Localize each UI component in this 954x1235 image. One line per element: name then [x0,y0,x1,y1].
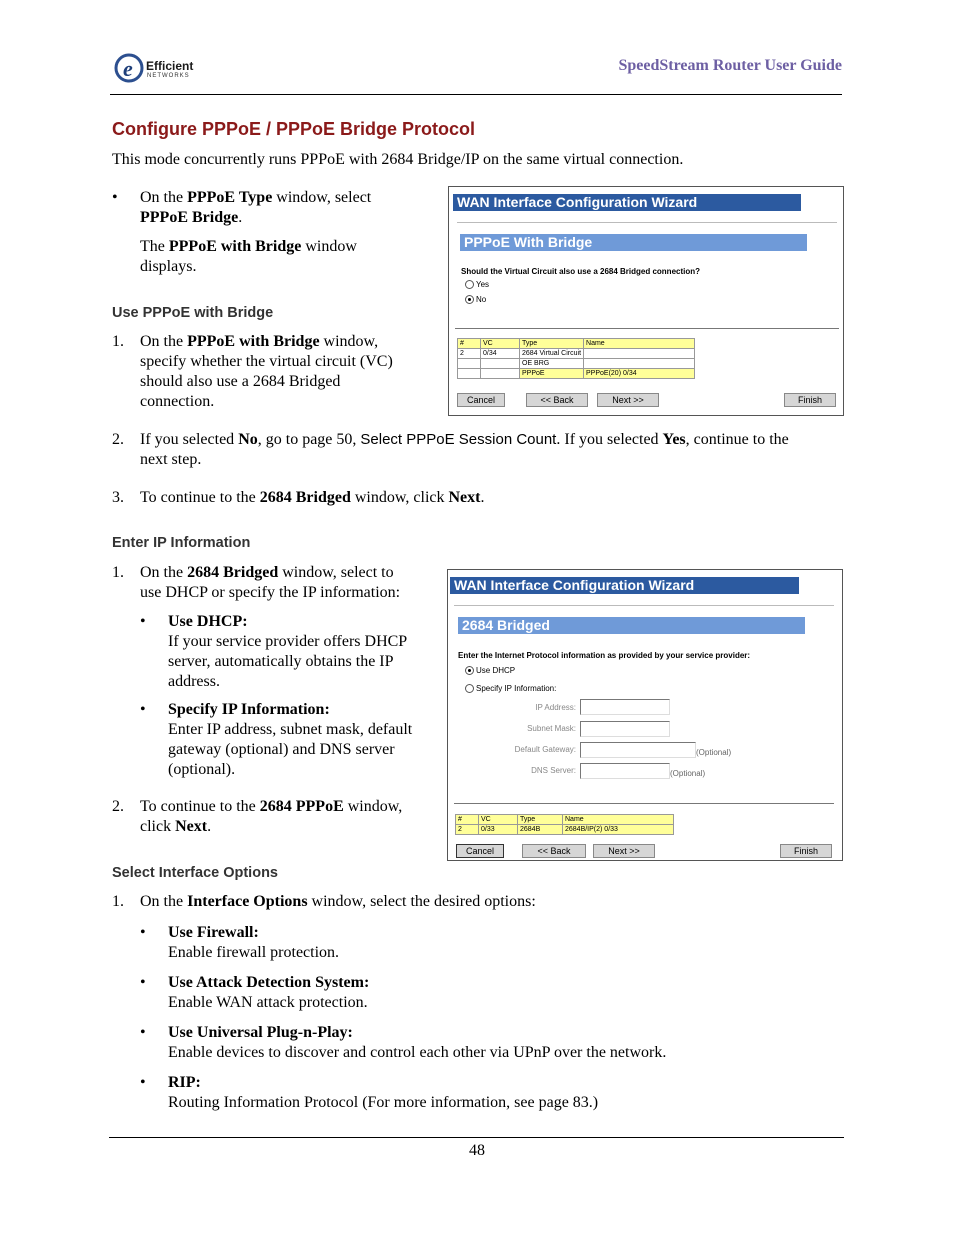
bullet-dot: • [140,1024,146,1041]
bridge-question: Should the Virtual Circuit also use a 2684 Bridged connection? [461,267,701,276]
subsection-interface-options: Select Interface Options [112,865,278,881]
bullet-dot: • [140,613,146,630]
bullet-specify-ip: Specify IP Information: Enter IP address, subnet mask, default gateway (optional) and DNS server (optional). [168,701,413,778]
radio-no[interactable]: No [465,295,486,304]
logo-sub: NETWORKS [147,73,190,79]
wizard-title: WAN Interface Configuration Wizard [453,194,801,211]
wizard-pppoe-with-bridge [448,186,844,416]
finish-button[interactable]: Finish [784,393,836,407]
logo-word: Efficient [146,59,194,73]
bullet-dot: • [112,189,118,206]
back-button[interactable]: << Back [526,393,588,407]
bullet-attack-detection: Use Attack Detection System: Enable WAN attack protection. [168,974,370,1011]
wizard-2684-bridged [447,569,843,861]
wizard-subtitle: 2684 Bridged [458,617,805,634]
bullet-dot: • [140,701,146,718]
step-number: 2. [112,798,124,815]
radio-yes-icon[interactable] [465,280,474,289]
table-header: # VC Type Name [456,815,674,825]
header-rule [110,94,842,95]
finish-button[interactable]: Finish [780,844,832,858]
bullet-pppoe-type: On the PPPoE Type window, select PPPoE Bridge. [140,189,372,226]
gateway-optional-note: (Optional) [696,748,732,757]
bullet-upnp: Use Universal Plug-n-Play: Enable devices to discover and control each other via UPnP over the network. [168,1024,667,1061]
step-continue-2684-pppoe: To continue to the 2684 PPPoE window, click Next. [140,798,403,835]
ip-question: Enter the Internet Protocol information as provided by your service provider: [458,651,751,660]
table-header: # VC Type Name [458,339,695,349]
dns-server-label: DNS Server: [531,766,576,775]
radio-use-dhcp-icon[interactable] [465,666,474,675]
subnet-mask-input[interactable] [580,721,670,737]
vc-table [457,338,695,379]
subsection-enter-ip: Enter IP Information [112,535,251,551]
wizard-divider [454,605,834,606]
default-gateway-label: Default Gateway: [514,745,576,754]
bullet-use-firewall: Use Firewall: Enable firewall protection. [168,924,340,961]
radio-specify-ip[interactable]: Specify IP Information: [465,684,556,693]
radio-specify-ip-icon[interactable] [465,684,474,693]
bullet-dot: • [140,924,146,941]
cancel-button[interactable]: Cancel [456,844,504,858]
next-button[interactable]: Next >> [593,844,655,858]
subsection-use-pppoe-bridge: Use PPPoE with Bridge [112,305,274,321]
table-row: PPPoE PPPoE(20) 0/34 [458,369,695,379]
next-button[interactable]: Next >> [597,393,659,407]
bullet-dot: • [140,1074,146,1091]
bullet-pppoe-bridge-displays: The PPPoE with Bridge window displays. [140,238,357,275]
svg-text:e: e [123,56,133,81]
wizard-divider [457,222,837,223]
guide-title: SpeedStream Router User Guide [618,57,842,74]
ip-address-input[interactable] [580,699,670,715]
footer-rule [109,1137,844,1138]
ip-address-label: IP Address: [535,703,576,712]
dns-optional-note: (Optional) [670,769,706,778]
efficient-networks-logo [114,50,224,84]
wizard-separator [455,328,839,329]
radio-no-icon[interactable] [465,295,474,304]
step-interface-options: On the Interface Options window, select the desired options: [140,893,536,910]
step-number: 2. [112,431,124,448]
table-row: 2 0/33 2684B 2684B/IP(2) 0/33 [456,825,674,835]
wizard-subtitle: PPPoE With Bridge [460,234,807,251]
page-number: 48 [469,1142,485,1159]
step-if-no-or-yes: If you selected No, go to page 50, Select PPPoE Session Count. If you selected Yes, continue to the next step. [140,431,789,468]
vc-table [455,814,674,835]
wizard-title: WAN Interface Configuration Wizard [450,577,799,594]
section-title: Configure PPPoE / PPPoE Bridge Protocol [112,119,476,139]
table-row: 2 0/34 2684 Virtual Circuit [458,349,695,359]
intro-text: This mode concurrently runs PPPoE with 2684 Bridge/IP on the same virtual connection. [112,151,684,168]
default-gateway-input[interactable] [580,742,696,758]
dns-server-input[interactable] [580,763,670,779]
wizard-separator [454,803,834,804]
step-click-next: To continue to the 2684 Bridged window, click Next. [140,489,485,506]
step-number: 1. [112,564,124,581]
bullet-use-dhcp: Use DHCP: If your service provider offers DHCP server, automatically obtains the IP address. [168,613,408,690]
step-specify-vc: On the PPPoE with Bridge window, specify whether the virtual circuit (VC) should also use a 2684 Bridged connection. [140,333,393,410]
bullet-dot: • [140,974,146,991]
subnet-mask-label: Subnet Mask: [527,724,576,733]
step-number: 3. [112,489,124,506]
section-link: Select PPPoE Session Count [360,431,557,448]
back-button[interactable]: << Back [522,844,586,858]
step-dhcp-or-ip: On the 2684 Bridged window, select to use DHCP or specify the IP information: [140,564,401,601]
step-number: 1. [112,893,124,910]
step-number: 1. [112,333,124,350]
table-row: OE BRG [458,359,695,369]
bullet-rip: RIP: Routing Information Protocol (For more information, see page 83.) [168,1074,599,1111]
radio-yes[interactable]: Yes [465,280,489,289]
cancel-button[interactable]: Cancel [457,393,505,407]
radio-use-dhcp[interactable]: Use DHCP [465,666,515,675]
